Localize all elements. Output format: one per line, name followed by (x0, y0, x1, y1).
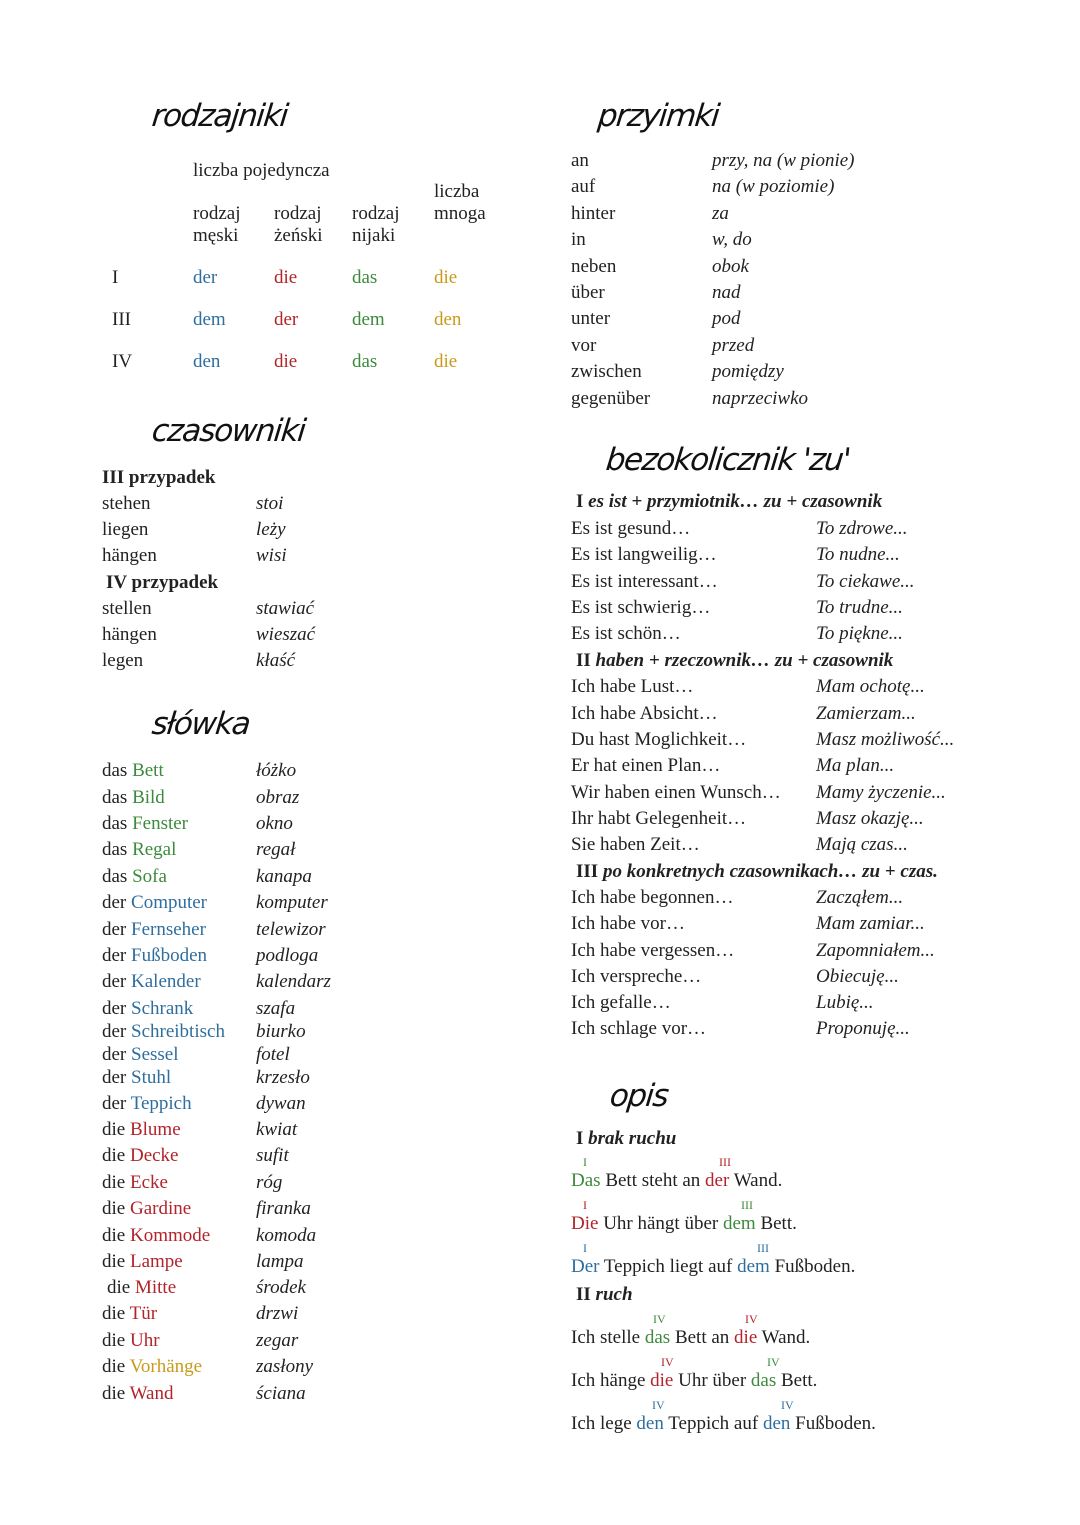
vocab-translation: obraz (256, 787, 300, 808)
prepositions-heading: przyimki (596, 98, 721, 134)
infinitive-translation: Masz okazję... (816, 808, 924, 829)
article-cell: das (352, 351, 378, 372)
preposition-pl: za (712, 203, 729, 224)
vocab-translation: łóżko (256, 760, 297, 781)
vocab-article: der (102, 1044, 127, 1065)
case-marker: I (583, 1155, 587, 1169)
description-sentence (571, 1327, 810, 1349)
vocab-noun: Gardine (129, 1198, 192, 1219)
plural-label: liczba mnoga (434, 181, 486, 224)
vocab-row (102, 1145, 179, 1167)
section-rule: po konkretnych czasownikach… zu + czas. (602, 861, 938, 882)
vocab-row (107, 1277, 176, 1299)
case-marker: IV (652, 1398, 665, 1412)
infinitive-example: Ich habe begonnen… (571, 887, 734, 908)
infinitive-example: Ich habe vor… (571, 913, 685, 934)
sentence-article: Der (571, 1256, 600, 1277)
vocab-row (102, 1251, 183, 1273)
vocab-row (102, 787, 165, 809)
vocab-translation: telewizor (256, 919, 326, 940)
vocab-article: die (102, 1356, 126, 1377)
case-marker: IV (767, 1355, 780, 1369)
section-number: III (576, 861, 603, 882)
vocab-translation: zegar (256, 1330, 299, 1351)
vocab-article: das (102, 839, 128, 860)
verb-de: legen (102, 650, 144, 671)
vocab-row (102, 892, 207, 914)
infinitive-translation: Lubię... (816, 992, 874, 1013)
verb-de: hängen (102, 624, 157, 645)
sentence-start: Ich lege (571, 1413, 637, 1434)
vocab-row (102, 813, 188, 835)
vocab-translation: kalendarz (256, 971, 331, 992)
verbs-heading: czasowniki (150, 413, 307, 449)
infinitive-translation: To ciekawe... (816, 571, 915, 592)
vocab-noun: Wand (129, 1383, 174, 1404)
sentence-middle: Uhr hängt über (598, 1213, 723, 1234)
preposition-pl: na (w poziomie) (712, 176, 835, 197)
infinitive-translation: Proponuję... (816, 1018, 910, 1039)
article-cell: die (434, 267, 458, 288)
section-number: I (576, 491, 589, 512)
preposition-de: zwischen (571, 361, 642, 382)
article-cell: das (352, 267, 378, 288)
sentence-article: den (636, 1413, 664, 1434)
vocab-noun: Kommode (129, 1225, 211, 1246)
infinitive-translation: Mam zamiar... (816, 913, 925, 934)
description-sentence (571, 1256, 855, 1278)
sentence-start: Ich stelle (571, 1327, 645, 1348)
preposition-pl: naprzeciwko (712, 388, 809, 409)
sentence-article: Die (571, 1213, 599, 1234)
vocab-article: das (102, 813, 128, 834)
vocab-noun: Stuhl (131, 1067, 172, 1088)
vocab-article: das (102, 866, 128, 887)
infinitive-example: Ich habe vergessen… (571, 940, 735, 961)
infinitive-example: Es ist gesund… (571, 518, 691, 539)
vocab-article: der (102, 892, 127, 913)
vocab-article: die (102, 1119, 126, 1140)
preposition-pl: nad (712, 282, 741, 303)
article-cell: die (274, 351, 298, 372)
vocab-article: die (102, 1172, 126, 1193)
vocab-article: der (102, 971, 127, 992)
case-label: I (112, 267, 119, 288)
vocab-translation: lampa (256, 1251, 304, 1272)
sentence-end: Fußboden. (769, 1256, 856, 1277)
vocab-translation: fotel (256, 1044, 290, 1065)
vocab-article: das (102, 760, 128, 781)
infinitive-heading: bezokolicznik 'zu' (604, 442, 852, 478)
infinitive-translation: Mają czas... (816, 834, 908, 855)
case3-title: III przypadek (102, 467, 216, 488)
infinitive-translation: Zacząłem... (816, 887, 904, 908)
vocab-translation: sufit (256, 1145, 289, 1166)
vocab-translation: dywan (256, 1093, 306, 1114)
article-cell: der (193, 267, 218, 288)
vocab-row (102, 1021, 225, 1043)
preposition-de: vor (571, 335, 597, 356)
vocab-article: der (102, 945, 127, 966)
vocab-translation: biurko (256, 1021, 306, 1042)
vocab-translation: firanka (256, 1198, 311, 1219)
infinitive-example: Er hat einen Plan… (571, 755, 721, 776)
vocab-translation: regał (256, 839, 296, 860)
verb-de: stehen (102, 493, 151, 514)
vocab-noun: Fernseher (131, 919, 206, 940)
vocab-row (102, 866, 167, 888)
singular-label: liczba pojedyncza (193, 160, 330, 181)
vocab-noun: Vorhänge (129, 1356, 203, 1377)
vocab-row (102, 839, 176, 861)
vocab-noun: Bett (132, 760, 164, 781)
vocab-translation: środek (256, 1277, 306, 1298)
preposition-de: in (571, 229, 586, 250)
vocab-article: die (102, 1145, 126, 1166)
section-rule: es ist + przymiotnik… zu + czasownik (588, 491, 883, 512)
case-marker: I (583, 1241, 587, 1255)
sentence-article: die (650, 1370, 674, 1391)
infinitive-example: Es ist schwierig… (571, 597, 711, 618)
vocab-noun: Computer (131, 892, 208, 913)
vocab-article: der (102, 1021, 127, 1042)
vocab-translation: ściana (256, 1383, 306, 1404)
gender-fem-label: rodzaj żeński (274, 203, 323, 246)
sentence-middle: Bett steht an (600, 1170, 706, 1191)
preposition-pl: pod (712, 308, 741, 329)
vocab-noun: Bild (132, 787, 165, 808)
vocab-row (102, 1198, 191, 1220)
case-marker: III (719, 1155, 731, 1169)
vocab-row (102, 1330, 160, 1352)
article-cell: dem (193, 309, 226, 330)
vocab-translation: szafa (256, 998, 296, 1019)
vocab-noun: Fußboden (131, 945, 208, 966)
case-marker: IV (745, 1312, 758, 1326)
sentence-middle: Teppich liegt auf (599, 1256, 738, 1277)
vocab-noun: Decke (129, 1145, 179, 1166)
vocab-row (102, 971, 201, 993)
vocab-noun: Regal (132, 839, 177, 860)
description-sentence (571, 1213, 797, 1235)
gender-masc-label: rodzaj męski (193, 203, 241, 246)
description-heading: opis (608, 1078, 670, 1114)
article-cell: dem (352, 309, 385, 330)
infinitive-example: Sie haben Zeit… (571, 834, 700, 855)
vocab-translation: kanapa (256, 866, 312, 887)
preposition-pl: pomiędzy (712, 361, 784, 382)
verb-pl: wisi (256, 545, 287, 566)
infinitive-example: Ich gefalle… (571, 992, 671, 1013)
vocab-noun: Lampe (129, 1251, 183, 1272)
vocab-noun: Tür (129, 1303, 158, 1324)
section-rule: haben + rzeczownik… zu + czasownik (595, 650, 894, 671)
infinitive-translation: To piękne... (816, 623, 903, 644)
case-marker: IV (661, 1355, 674, 1369)
sentence-middle: Teppich auf (663, 1413, 763, 1434)
vocab-noun: Uhr (129, 1330, 160, 1351)
vocab-row (102, 1093, 192, 1115)
infinitive-translation: To zdrowe... (816, 518, 908, 539)
vocab-row (102, 1225, 210, 1247)
infinitive-translation: To trudne... (816, 597, 903, 618)
sentence-article: das (644, 1327, 671, 1348)
vocab-article: der (102, 1093, 127, 1114)
infinitive-translation: To nudne... (816, 544, 900, 565)
article-cell: den (434, 309, 462, 330)
vocab-article: der (102, 919, 127, 940)
vocab-noun: Teppich (130, 1093, 192, 1114)
verb-pl: kłaść (256, 650, 296, 671)
description-section1-title: I brak ruchu (576, 1128, 677, 1149)
case-label: III (112, 309, 131, 330)
article-cell: die (434, 351, 458, 372)
vocab-translation: podloga (256, 945, 319, 966)
infinitive-section-title (576, 650, 893, 672)
vocab-article: die (102, 1251, 126, 1272)
vocab-article: die (107, 1277, 131, 1298)
verb-pl: leży (256, 519, 286, 540)
vocab-heading: słówka (150, 706, 252, 742)
infinitive-section-title (576, 491, 882, 513)
case4-title: IV przypadek (106, 572, 219, 593)
vocab-article: die (102, 1303, 126, 1324)
infinitive-example: Ihr habt Gelegenheit… (571, 808, 747, 829)
preposition-de: neben (571, 256, 617, 277)
preposition-pl: obok (712, 256, 749, 277)
vocab-noun: Sessel (131, 1044, 179, 1065)
sentence-article: dem (737, 1256, 770, 1277)
vocab-noun: Blume (129, 1119, 181, 1140)
infinitive-example: Ich verspreche… (571, 966, 702, 987)
vocab-row (102, 1383, 174, 1405)
sentence-article: dem (722, 1213, 756, 1234)
description-section2-title: II ruch (576, 1284, 633, 1305)
sentence-middle: Uhr über (673, 1370, 751, 1391)
vocab-noun: Sofa (132, 866, 167, 887)
gender-neut-label: rodzaj nijaki (352, 203, 400, 246)
vocab-row (102, 1303, 157, 1325)
vocab-article: der (102, 1067, 127, 1088)
case-marker: IV (781, 1398, 794, 1412)
infinitive-translation: Obiecuję... (816, 966, 899, 987)
vocab-article: die (102, 1330, 126, 1351)
description-sentence (571, 1413, 876, 1435)
vocab-article: die (102, 1198, 126, 1219)
case-marker: III (741, 1198, 753, 1212)
infinitive-example: Es ist langweilig… (571, 544, 717, 565)
sentence-end: Fußboden. (790, 1413, 876, 1434)
sentence-middle: Bett an (670, 1327, 735, 1348)
preposition-pl: przed (712, 335, 755, 356)
vocab-article: der (102, 998, 127, 1019)
preposition-de: hinter (571, 203, 616, 224)
vocab-article: die (102, 1383, 126, 1404)
vocab-noun: Fenster (132, 813, 189, 834)
sentence-article: das (750, 1370, 777, 1391)
vocab-article: das (102, 787, 128, 808)
infinitive-translation: Zamierzam... (816, 703, 916, 724)
vocab-noun: Mitte (134, 1277, 177, 1298)
infinitive-translation: Ma plan... (816, 755, 895, 776)
case-label: IV (112, 351, 133, 372)
vocab-article: die (102, 1225, 126, 1246)
infinitive-example: Ich habe Absicht… (571, 703, 718, 724)
vocab-noun: Kalender (131, 971, 201, 992)
case-marker: III (757, 1241, 769, 1255)
infinitive-example: Ich schlage vor… (571, 1018, 707, 1039)
infinitive-translation: Masz możliwość... (816, 729, 955, 750)
vocab-noun: Ecke (129, 1172, 168, 1193)
vocab-row (102, 998, 193, 1020)
preposition-de: auf (571, 176, 596, 197)
preposition-de: unter (571, 308, 611, 329)
sentence-article: der (705, 1170, 730, 1191)
sentence-article: Das (571, 1170, 601, 1191)
verb-pl: wieszać (256, 624, 316, 645)
case-marker: IV (653, 1312, 666, 1326)
verb-de: hängen (102, 545, 157, 566)
article-cell: der (274, 309, 299, 330)
vocab-row (102, 1356, 202, 1378)
vocab-translation: komoda (256, 1225, 317, 1246)
article-cell: den (193, 351, 221, 372)
vocab-noun: Schreibtisch (131, 1021, 225, 1042)
case-marker: I (583, 1198, 587, 1212)
sentence-end: Wand. (729, 1170, 783, 1191)
infinitive-section-title (576, 861, 938, 883)
sentence-end: Bett. (776, 1370, 818, 1391)
infinitive-example: Es ist schön… (571, 623, 681, 644)
sentence-start: Ich hänge (571, 1370, 651, 1391)
description-sentence (571, 1170, 782, 1192)
vocab-translation: komputer (256, 892, 328, 913)
vocab-translation: drzwi (256, 1303, 299, 1324)
verb-de: liegen (102, 519, 149, 540)
sentence-end: Bett. (755, 1213, 797, 1234)
infinitive-example: Du hast Moglichkeit… (571, 729, 747, 750)
infinitive-example: Wir haben einen Wunsch… (571, 782, 781, 803)
sentence-article: die (734, 1327, 758, 1348)
vocab-row (102, 1172, 168, 1194)
vocab-row (102, 1067, 171, 1089)
vocab-row (102, 1044, 179, 1066)
infinitive-example: Ich habe Lust… (571, 676, 694, 697)
vocab-row (102, 1119, 181, 1141)
articles-heading: rodzajniki (150, 98, 290, 134)
vocab-translation: okno (256, 813, 293, 834)
article-cell: die (274, 267, 298, 288)
section-number: II (576, 650, 596, 671)
vocab-translation: zasłony (256, 1356, 313, 1377)
verb-de: stellen (102, 598, 152, 619)
vocab-row (102, 760, 164, 782)
vocab-translation: krzesło (256, 1067, 310, 1088)
preposition-de: über (571, 282, 605, 303)
vocab-row (102, 945, 207, 967)
description-sentence (571, 1370, 817, 1392)
preposition-de: gegenüber (571, 388, 651, 409)
verb-pl: stoi (256, 493, 284, 514)
vocab-row (102, 919, 206, 941)
infinitive-translation: Mamy życzenie... (816, 782, 946, 803)
vocab-translation: kwiat (256, 1119, 298, 1140)
infinitive-translation: Zapomniałem... (816, 940, 935, 961)
sentence-end: Wand. (757, 1327, 811, 1348)
vocab-noun: Schrank (131, 998, 194, 1019)
verb-pl: stawiać (256, 598, 315, 619)
preposition-de: an (571, 150, 589, 171)
sentence-article: den (762, 1413, 791, 1434)
preposition-pl: przy, na (w pionie) (712, 150, 855, 171)
vocab-translation: róg (256, 1172, 283, 1193)
preposition-pl: w, do (712, 229, 752, 250)
infinitive-example: Es ist interessant… (571, 571, 718, 592)
infinitive-translation: Mam ochotę... (816, 676, 925, 697)
